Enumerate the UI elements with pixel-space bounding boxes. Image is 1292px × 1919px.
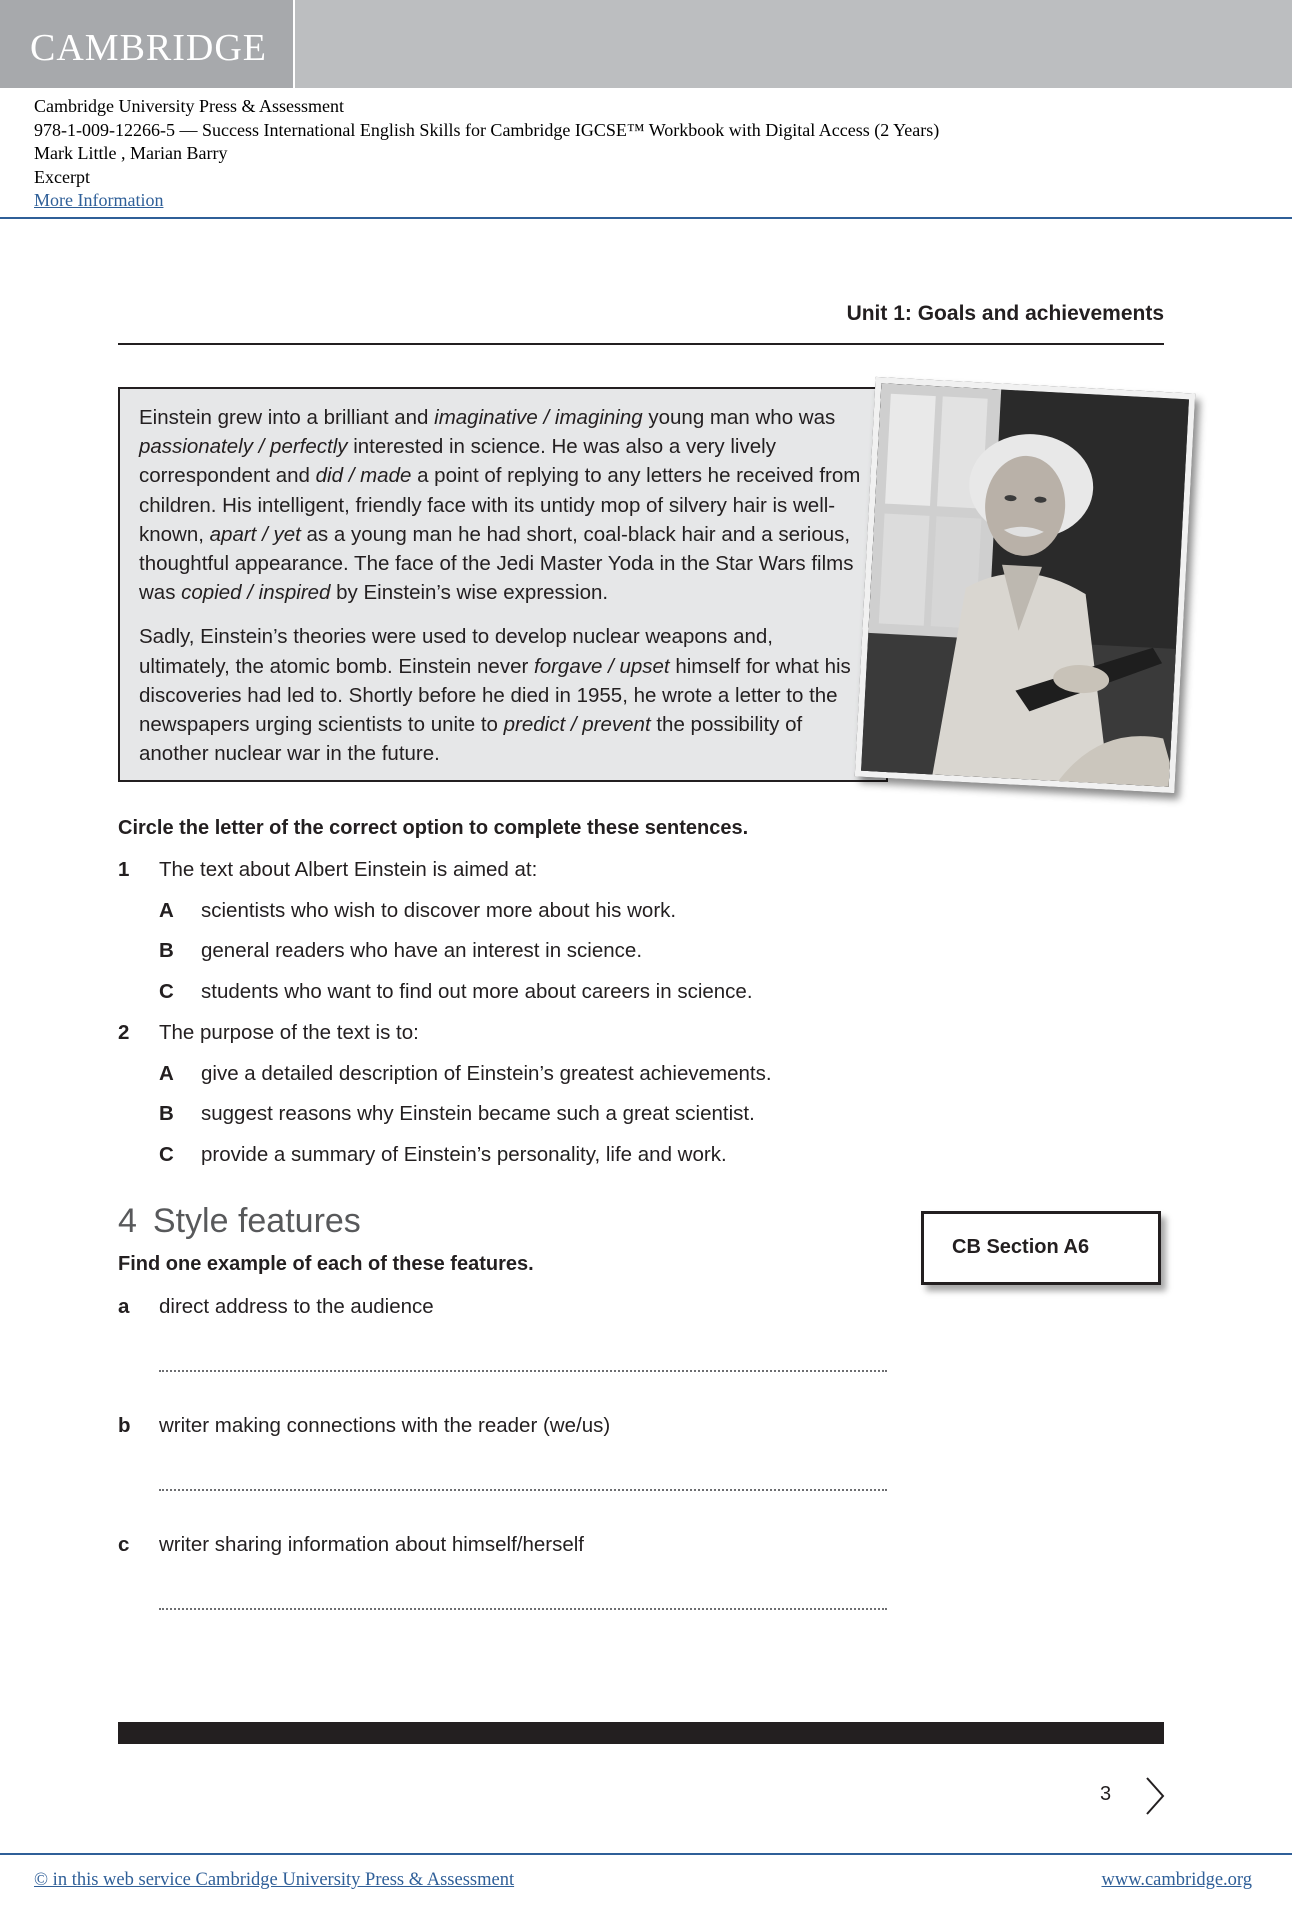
feature-letter: b bbox=[118, 1414, 131, 1437]
copyright-link[interactable]: © in this web service Cambridge University Press & Assessment bbox=[34, 1870, 515, 1890]
word-choice-option[interactable]: did / made bbox=[315, 464, 412, 488]
feature-text: direct address to the audience bbox=[159, 1295, 434, 1318]
einstein-photo bbox=[855, 377, 1195, 793]
option-letter[interactable]: B bbox=[159, 1102, 174, 1125]
option-text: provide a summary of Einstein’s personality, life and work. bbox=[201, 1143, 727, 1166]
option-text: suggest reasons why Einstein became such a great scientist. bbox=[201, 1102, 755, 1125]
word-choice-option[interactable]: predict / prevent bbox=[503, 713, 651, 737]
section-number: 4 bbox=[118, 1202, 137, 1240]
option-letter[interactable]: A bbox=[159, 899, 174, 922]
isbn-title: 978-1-009-12266-5 — Success International English Skills for Cambridge IGCSE™ Workbook with Digital Access (2 Years) bbox=[34, 119, 940, 140]
feature-text: writer sharing information about himself/herself bbox=[159, 1533, 584, 1556]
next-page-arrow-icon[interactable] bbox=[1144, 1776, 1166, 1816]
option-text: general readers who have an interest in science. bbox=[201, 939, 643, 962]
word-choice-option[interactable]: imaginative / imagining bbox=[434, 406, 643, 429]
unit-divider bbox=[118, 343, 1164, 345]
question-instruction: Circle the letter of the correct option to complete these sentences. bbox=[118, 817, 749, 839]
cambridge-website-link[interactable]: www.cambridge.org bbox=[1101, 1870, 1252, 1890]
passage-text-run: a point of replying to any letters he received from children. His intelligent, friendly face with its untidy mop of silvery hair is well-known, bbox=[139, 464, 861, 546]
publication-info bbox=[34, 95, 939, 213]
authors: Mark Little , Marian Barry bbox=[34, 143, 228, 163]
publisher: Cambridge University Press & Assessment bbox=[34, 96, 344, 116]
passage-text-run: by Einstein’s wise expression. bbox=[330, 581, 609, 605]
passage-text-run: young man who was bbox=[642, 406, 836, 429]
excerpt-label: Excerpt bbox=[34, 166, 90, 187]
page-bottom-bar bbox=[118, 1722, 1164, 1744]
section-title: Style features bbox=[152, 1202, 361, 1240]
question-text: The purpose of the text is to: bbox=[159, 1021, 419, 1044]
option-letter[interactable]: B bbox=[159, 939, 174, 962]
footer-divider bbox=[0, 1853, 1292, 1855]
question-number: 2 bbox=[118, 1021, 130, 1044]
feature-letter: c bbox=[118, 1533, 130, 1556]
passage-text-run: the possibility of another nuclear war in the future. bbox=[139, 713, 803, 766]
word-choice-option[interactable]: forgave / upset bbox=[534, 654, 670, 678]
question-number: 1 bbox=[118, 858, 130, 881]
header-divider bbox=[0, 217, 1292, 219]
passage-text-run: as a young man he had short, coal-black hair and a serious, thoughtful appearance. The face of the Jedi Master Yoda in the Star Wars films was bbox=[139, 522, 854, 605]
feature-instruction: Find one example of each of these features. bbox=[118, 1253, 534, 1275]
option-letter[interactable]: C bbox=[159, 1143, 174, 1166]
passage-paragraph-1 bbox=[139, 403, 866, 607]
logo-panel bbox=[0, 0, 295, 88]
word-choice-option[interactable]: passionately / perfectly bbox=[139, 435, 348, 459]
feature-letter: a bbox=[118, 1295, 130, 1318]
page-number: 3 bbox=[1100, 1783, 1112, 1805]
passage-text-run: Sadly, Einstein’s theories were used to develop nuclear weapons and, ultimately, the atomic bomb. Einstein never bbox=[139, 625, 773, 678]
passage-text-run: Einstein grew into a brilliant and bbox=[139, 406, 435, 429]
option-letter[interactable]: C bbox=[159, 980, 174, 1003]
answer-line[interactable] bbox=[159, 1370, 887, 1372]
answer-line[interactable] bbox=[159, 1608, 887, 1610]
feature-text: writer making connections with the reader (we/us) bbox=[159, 1414, 611, 1437]
option-text: students who want to find out more about careers in science. bbox=[201, 980, 753, 1003]
section-heading bbox=[118, 1202, 361, 1241]
passage-paragraph-2 bbox=[139, 622, 866, 768]
reading-passage bbox=[118, 387, 888, 782]
answer-line[interactable] bbox=[159, 1489, 887, 1491]
cb-section-reference: CB Section A6 bbox=[921, 1211, 1161, 1285]
passage-text-run: himself for what his discoveries had led to. Shortly before he died in 1955, he wrote a letter to the newspapers urging scientists to unite to bbox=[139, 654, 851, 737]
option-letter[interactable]: A bbox=[159, 1062, 174, 1085]
passage-text-run: interested in science. He was also a very lively correspondent and bbox=[139, 435, 776, 488]
question-text: The text about Albert Einstein is aimed at: bbox=[159, 858, 538, 881]
option-text: scientists who wish to discover more about his work. bbox=[201, 899, 677, 922]
word-choice-option[interactable]: apart / yet bbox=[209, 522, 301, 546]
more-information-link[interactable]: More Information bbox=[34, 190, 164, 210]
option-text: give a detailed description of Einstein’s greatest achievements. bbox=[201, 1062, 772, 1085]
cambridge-logo[interactable]: CAMBRIDGE bbox=[30, 27, 268, 69]
unit-title: Unit 1: Goals and achievements bbox=[846, 302, 1164, 325]
einstein-photo-illustration bbox=[860, 383, 1195, 793]
word-choice-option[interactable]: copied / inspired bbox=[181, 581, 331, 605]
top-banner bbox=[0, 0, 1292, 88]
